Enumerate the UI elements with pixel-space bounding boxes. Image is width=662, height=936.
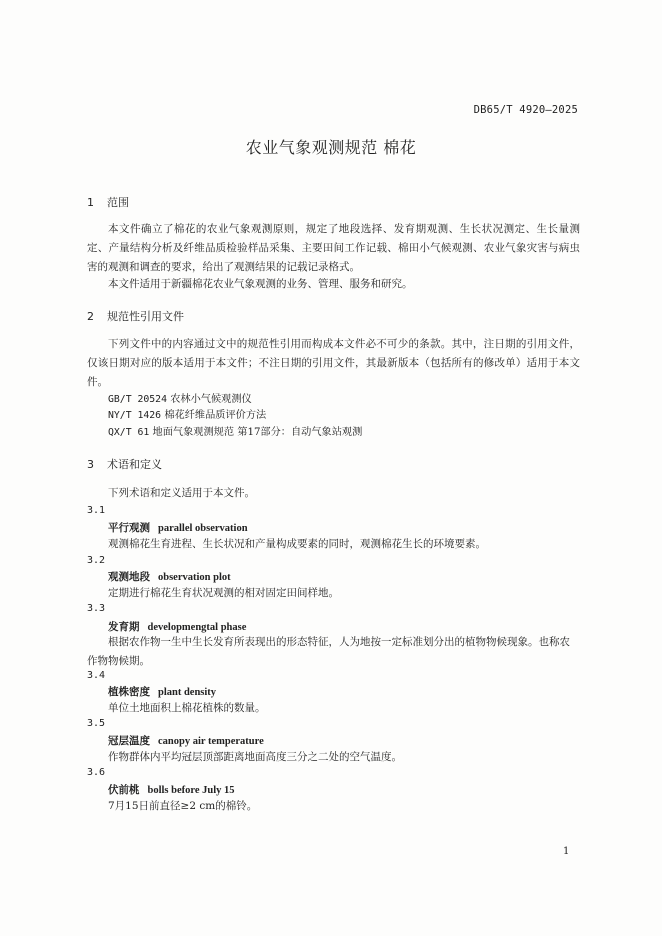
reference-name: 棉花纤维品质评价方法 (164, 410, 267, 421)
scope-paragraph-1: 本文件确立了棉花的农业气象观测原则，规定了地段选择、发育期观测、生长状况测定、生长量测定、产量结构分析及纤维品质检验样品采集、主要田间工作记载、棉田小气候观测、农业气象灾害与病虫害的观测和调查的要求，给出了观测结果的记载记录格式。 (87, 223, 580, 273)
scope-paragraph-2: 本文件适用于新疆棉花农业气象观测的业务、管理、服务和研究。 (108, 278, 413, 290)
page-number: 1 (563, 846, 570, 857)
term-number: 3.5 (87, 718, 106, 729)
section-title: 范围 (107, 196, 129, 209)
reference-name: 地面气象观测规范 第17部分：自动气象站观测 (152, 427, 363, 438)
term-number: 3.1 (87, 505, 106, 516)
section-number: 3 (87, 458, 94, 471)
term-number: 3.6 (87, 767, 106, 778)
term-number: 3.2 (87, 555, 106, 566)
term-name (108, 782, 235, 797)
page-title: 农业气象观测规范 棉花 (245, 138, 417, 157)
term-name (108, 520, 248, 535)
term-en: parallel observation (158, 523, 248, 534)
normative-paragraph: 下列文件中的内容通过文中的规范性引用而构成本文件必不可少的条款。其中，注日期的引用文件，仅该日期对应的版本适用于本文件；不注日期的引用文件，其最新版本（包括所有的修改单）适用于本文件。 (87, 338, 580, 388)
reference-item (108, 423, 362, 438)
term-definition: 定期进行棉花生育状况观测的相对固定田间样地。 (108, 587, 339, 599)
term-name (108, 569, 231, 584)
terms-intro: 下列术语和定义适用于本文件。 (108, 487, 255, 499)
term-en: plant density (158, 687, 217, 698)
term-en: observation plot (158, 572, 231, 583)
term-zh: 发育期 (108, 621, 140, 633)
term-name (108, 684, 216, 699)
term-zh: 冠层温度 (108, 735, 150, 747)
term-name (108, 619, 246, 634)
section-title: 规范性引用文件 (107, 310, 184, 323)
section-heading-terms (87, 456, 162, 472)
term-zh: 观测地段 (108, 571, 150, 583)
term-definition: 7月15日前直径≥2 cm的棉铃。 (108, 800, 258, 812)
term-zh: 平行观测 (108, 522, 150, 534)
reference-code: QX/T 61 (108, 427, 150, 438)
term-zh: 植株密度 (108, 686, 150, 698)
reference-item (108, 390, 252, 405)
section-number: 1 (87, 196, 94, 209)
term-definition: 根据农作物一生中生长发育所表现出的形态特征，人为地按一定标准划分出的植物物候现象。也称农作物物候期。 (87, 636, 570, 667)
standard-code: DB65/T 4920—2025 (473, 104, 578, 116)
term-definition: 观测棉花生育进程、生长状况和产量构成要素的同时，观测棉花生长的环境要素。 (108, 538, 486, 550)
reference-item (108, 406, 266, 421)
term-definition: 作物群体内平均冠层顶部距离地面高度三分之二处的空气温度。 (108, 751, 402, 763)
term-zh: 伏前桃 (108, 784, 140, 796)
term-definition: 单位土地面积上棉花植株的数量。 (108, 702, 266, 714)
term-en: bolls before July 15 (147, 785, 235, 796)
term-en: developmengtal phase (147, 622, 247, 633)
term-en: canopy air temperature (158, 736, 264, 747)
section-heading-scope (87, 194, 129, 210)
reference-name: 农林小气候观测仪 (170, 394, 252, 405)
section-title: 术语和定义 (107, 458, 162, 471)
section-number: 2 (87, 310, 94, 323)
reference-code: GB/T 20524 (108, 394, 167, 405)
section-heading-normative (87, 308, 184, 324)
reference-code: NY/T 1426 (108, 410, 162, 421)
term-name (108, 733, 264, 748)
term-number: 3.4 (87, 670, 106, 681)
term-number: 3.3 (87, 603, 106, 614)
